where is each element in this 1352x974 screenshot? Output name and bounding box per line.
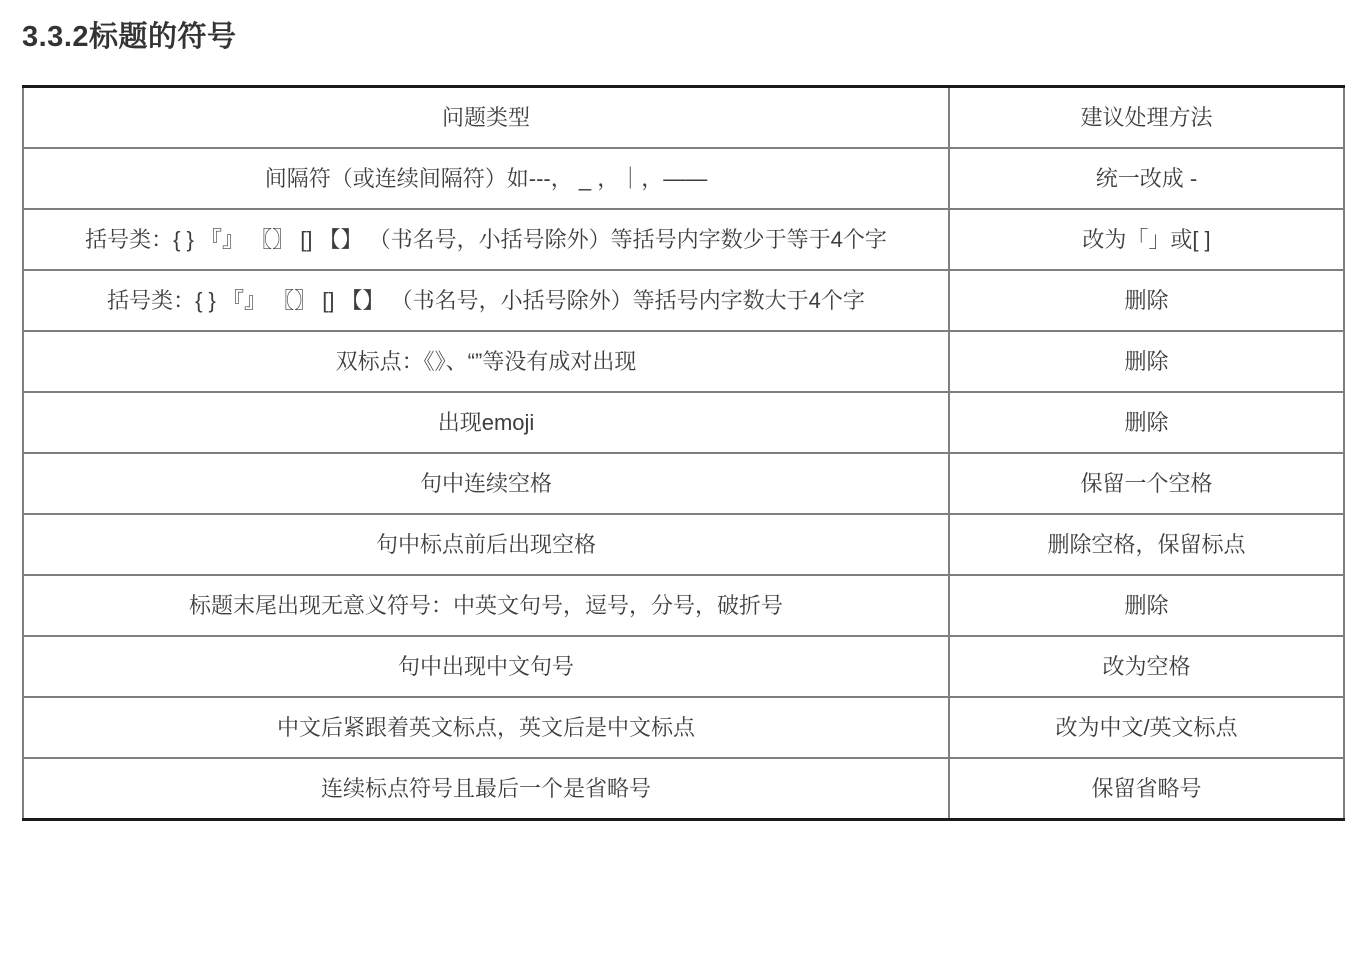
table-header-row [23, 87, 1344, 149]
problem-type-cell: 括号类：{ } 『』 〖〗 [] 【】 （书名号，小括号除外）等括号内字数大于4个字 [23, 270, 949, 331]
suggestion-cell: 删除 [949, 392, 1344, 453]
section-heading: 3.3.2标题的符号 [22, 21, 237, 53]
column-header-suggestion: 建议处理方法 [949, 87, 1344, 149]
suggestion-cell: 保留省略号 [949, 758, 1344, 820]
table-row [23, 453, 1344, 514]
problem-type-cell: 标题末尾出现无意义符号：中英文句号，逗号，分号，破折号 [23, 575, 949, 636]
table-row [23, 148, 1344, 209]
problem-type-cell: 双标点：《》、“”等没有成对出现 [23, 331, 949, 392]
table-row [23, 392, 1344, 453]
suggestion-cell: 保留一个空格 [949, 453, 1344, 514]
problem-type-cell: 句中出现中文句号 [23, 636, 949, 697]
suggestion-cell: 删除 [949, 270, 1344, 331]
table-row [23, 209, 1344, 270]
suggestion-cell: 统一改成 - [949, 148, 1344, 209]
column-header-problem-type: 问题类型 [23, 87, 949, 149]
problem-type-cell: 句中标点前后出现空格 [23, 514, 949, 575]
problem-type-cell: 括号类：{ } 『』 〖〗 [] 【】 （书名号，小括号除外）等括号内字数少于等于4个字 [23, 209, 949, 270]
problem-type-cell: 中文后紧跟着英文标点，英文后是中文标点 [23, 697, 949, 758]
suggestion-cell: 删除空格，保留标点 [949, 514, 1344, 575]
problem-type-cell: 间隔符（或连续间隔符）如---， _ ，｜，—— [23, 148, 949, 209]
suggestion-cell: 改为「」或[ ] [949, 209, 1344, 270]
suggestion-cell: 改为中文/英文标点 [949, 697, 1344, 758]
suggestion-cell: 删除 [949, 331, 1344, 392]
title-symbol-rules-table [22, 85, 1345, 821]
suggestion-cell: 删除 [949, 575, 1344, 636]
table-row [23, 697, 1344, 758]
table-row [23, 758, 1344, 820]
table-row [23, 514, 1344, 575]
problem-type-cell: 出现emoji [23, 392, 949, 453]
table-row [23, 636, 1344, 697]
suggestion-cell: 改为空格 [949, 636, 1344, 697]
table-row [23, 270, 1344, 331]
problem-type-cell: 句中连续空格 [23, 453, 949, 514]
table-row [23, 331, 1344, 392]
table-row [23, 575, 1344, 636]
problem-type-cell: 连续标点符号且最后一个是省略号 [23, 758, 949, 820]
